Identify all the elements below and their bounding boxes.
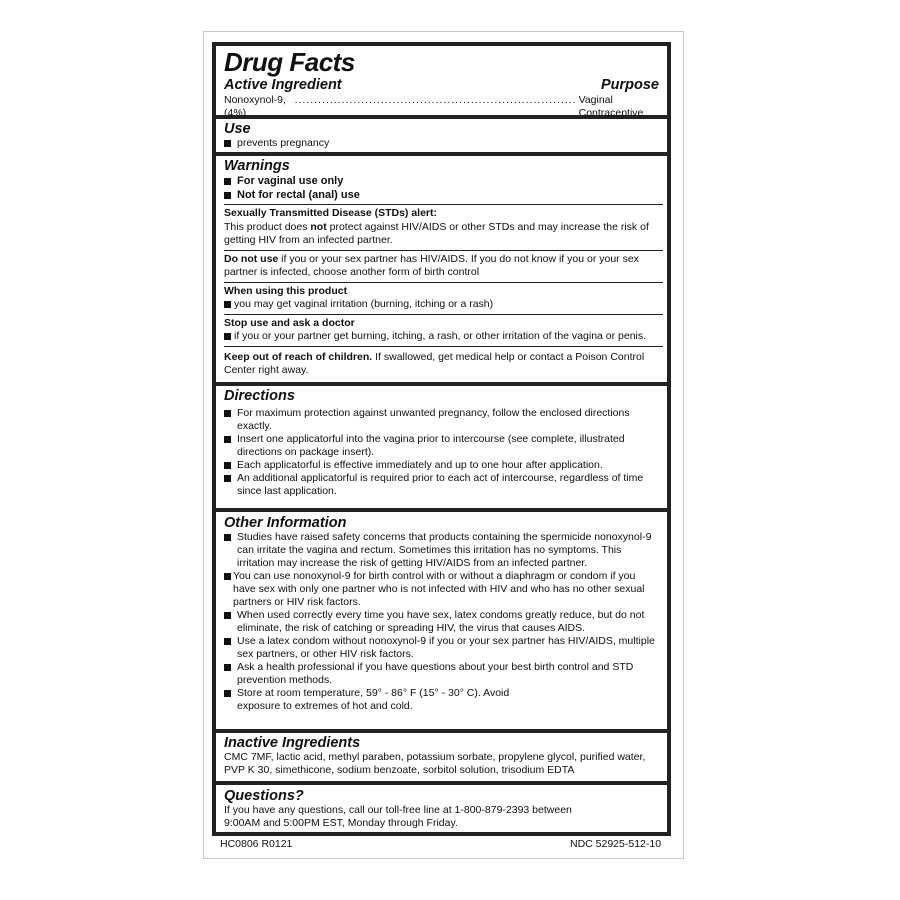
inactive-ingredients-text: CMC 7MF, lactic acid, methyl paraben, potassium sorbate, propylene glycol, purified water, PVP K 30, simethicone, sodium benzoate, sorbitol solution, trisodium EDTA <box>224 751 646 776</box>
bullet-icon <box>224 475 231 482</box>
keep-out-of-reach-warning: Keep out of reach of children. If swallowed, get medical help or contact a Poison Control Center right away. <box>224 346 663 380</box>
other-information-section <box>216 512 667 729</box>
bullet-icon <box>224 612 231 619</box>
bullet-icon <box>224 690 231 697</box>
std-alert: Sexually Transmitted Disease (STDs) alert: This product does not protect against HIV/AIDS or other STDs and may increase the risk of getting HIV from an infected partner. <box>224 204 663 250</box>
bullet-icon <box>224 192 231 199</box>
other-information-heading: Other Information <box>224 515 347 531</box>
when-using-warning: When using this product you may get vaginal irritation (burning, itching or a rash) <box>224 282 663 314</box>
inactive-ingredients-heading: Inactive Ingredients <box>224 735 361 751</box>
bullet-icon <box>224 638 231 645</box>
drug-facts-title: Drug Facts <box>224 47 355 77</box>
list-item: Ask a health professional if you have questions about your best birth control and STD prevention methods. <box>224 661 659 687</box>
bullet-icon <box>224 573 231 580</box>
list-item: For maximum protection against unwanted pregnancy, follow the enclosed directions exactly. <box>224 407 659 433</box>
bullet-icon <box>224 410 231 417</box>
active-ingredient-section <box>216 46 667 119</box>
list-item: When used correctly every time you have sex, latex condoms greatly reduce, but do not eliminate, the risk of catching or spreading HIV, the virus that causes AIDS. <box>224 609 659 635</box>
bullet-icon <box>224 664 231 671</box>
use-section <box>216 119 667 152</box>
bullet-icon <box>224 436 231 443</box>
do-not-use-warning: Do not use if you or your sex partner has HIV/AIDS. If you do not know if you or your sex partner is infected, choose another form of birth control <box>224 250 663 282</box>
list-item: Use a latex condom without nonoxynol-9 if you or your sex partner has HIV/AIDS, multiple sex partners, or other HIV risk factors. <box>224 635 659 661</box>
active-ingredient-name: Nonoxynol-9, (4%) <box>224 94 286 119</box>
list-item: For vaginal use only <box>224 174 663 188</box>
inactive-ingredients-section <box>216 733 667 781</box>
questions-heading: Questions? <box>224 788 304 804</box>
active-ingredient-heading: Active Ingredient <box>224 77 342 93</box>
bullet-icon <box>224 534 231 541</box>
ndc-number: NDC 52925-512-10 <box>570 838 662 850</box>
bullet-icon <box>224 140 231 147</box>
bullet-icon <box>224 333 231 340</box>
stop-use-warning: Stop use and ask a doctor if you or your partner get burning, itching, a rash, or other irritation of the vagina or penis. <box>224 314 663 346</box>
list-item: prevents pregnancy <box>224 137 659 150</box>
list-item: Insert one applicatorful into the vagina prior to intercourse (see complete, illustrated directions on package insert). <box>224 433 659 459</box>
purpose-heading: Purpose <box>600 77 659 93</box>
questions-section <box>216 785 667 832</box>
warnings-heading: Warnings <box>224 158 290 174</box>
purpose-value: Vaginal Contraceptive <box>578 94 644 119</box>
bullet-icon <box>224 178 231 185</box>
list-item: Not for rectal (anal) use <box>224 188 663 202</box>
warnings-section <box>216 156 667 382</box>
leader-dots: ........................................................................ <box>294 94 577 106</box>
directions-section <box>216 386 667 508</box>
use-heading: Use <box>224 121 251 137</box>
bullet-icon <box>224 462 231 469</box>
directions-heading: Directions <box>224 388 295 404</box>
list-item: Each applicatorful is effective immediately and up to one hour after application. <box>224 459 659 472</box>
list-item: Studies have raised safety concerns that products containing the spermicide nonoxynol-9 can irritate the vagina and rectum. Sometimes this irritation has no symptoms. This irritation may increase the risk of getting HIV/AIDS from an infected partner. <box>224 531 659 570</box>
list-item: You can use nonoxynol-9 for birth control with or without a diaphragm or condom if you have sex with only one partner who is not infected with HIV and who has no other sexual partners or HIV risk factors. <box>224 570 659 609</box>
questions-text: If you have any questions, call our toll-free line at 1-800-879-2393 between 9:00AM and 5:00PM EST, Monday through Friday. <box>224 804 572 829</box>
bullet-icon <box>224 301 231 308</box>
product-code: HC0806 R0121 <box>220 838 293 850</box>
list-item: Store at room temperature, 59° - 86° F (15° - 30° C). Avoid exposure to extremes of hot and cold. <box>224 687 659 713</box>
list-item: An additional applicatorful is required prior to each act of intercourse, regardless of time since last application. <box>224 472 659 498</box>
